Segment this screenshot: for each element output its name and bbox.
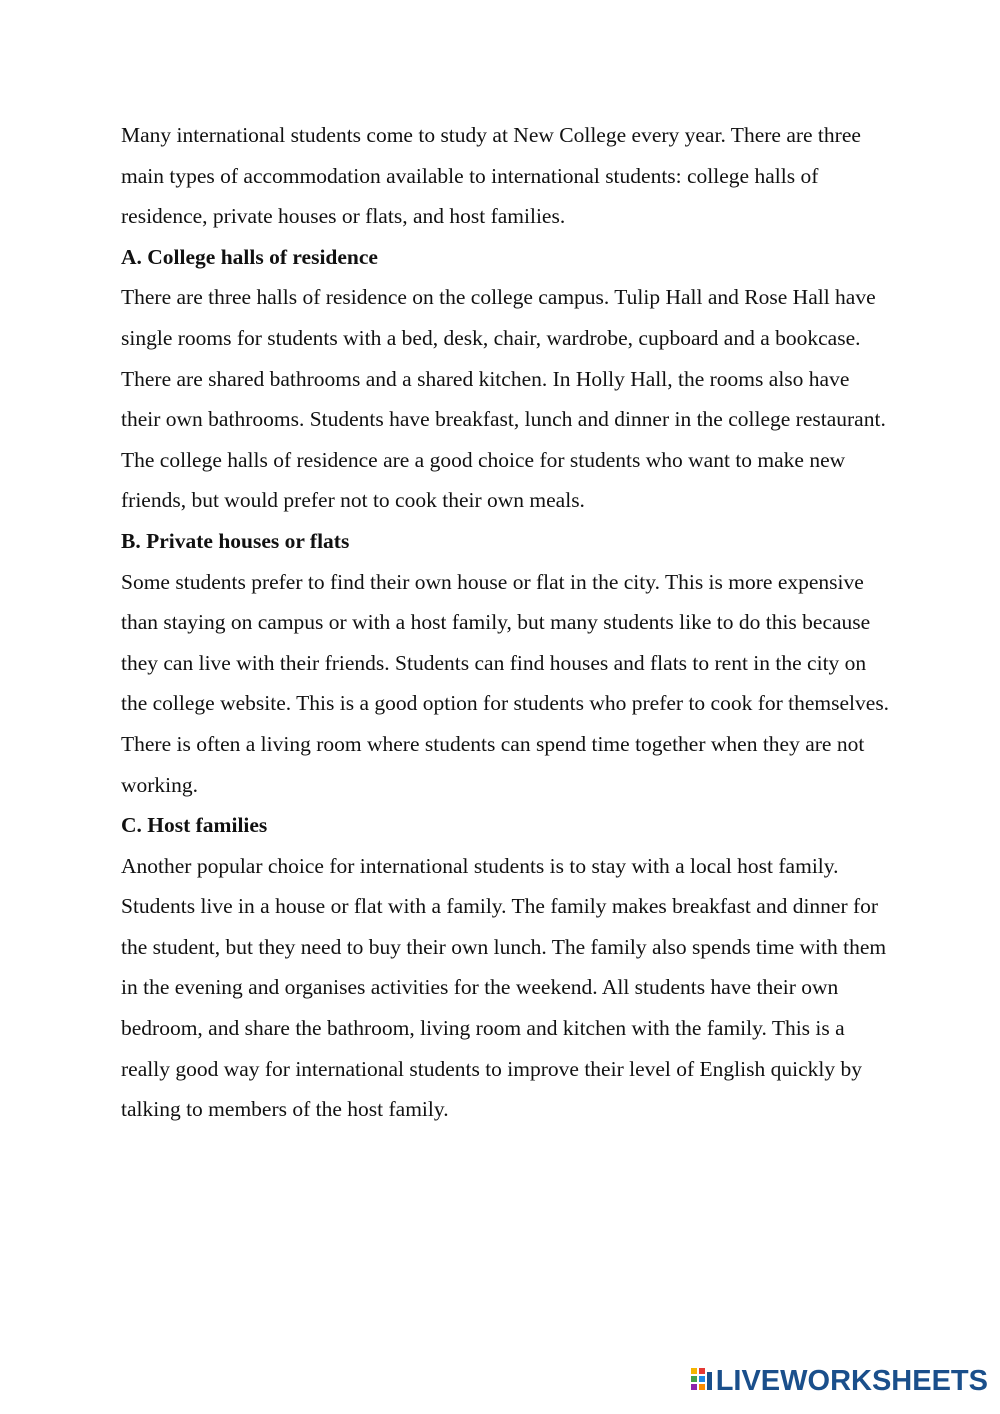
- liveworksheets-logo-icon: [691, 1368, 713, 1394]
- section-heading-host: C. Host families: [121, 813, 268, 838]
- section-body-private: Some students prefer to find their own house or flat in the city. This is more expensive than staying on campus or with a host family, but many students like to do this because they can live with their friends. Students can find houses and flats to rent in the city on the college website. This is a good option for students who prefer to cook for themselves. There is often a living room where students can spend time together when they are not working.: [121, 569, 890, 797]
- section-body-host: Another popular choice for international students is to stay with a local host family. Students live in a house or flat with a family. The family makes breakfast and dinner for the student, but they need to buy their own lunch. The family also spends time with them in the evening and organises activities for the weekend. All students have their own bedroom, and share the bathroom, living room and kitchen with the family. This is a really good way for international students to improve their level of English quickly by talking to members of the host family.: [121, 853, 887, 1122]
- section-body-halls: There are three halls of residence on the college campus. Tulip Hall and Rose Hall have single rooms for students with a bed, desk, chair, wardrobe, cupboard and a bookcase. There are shared bathrooms and a shared kitchen. In Holly Hall, the rooms also have their own bathrooms. Students have breakfast, lunch and dinner in the college restaurant. The college halls of residence are a good choice for students who want to make new friends, but would prefer not to cook their own meals.: [121, 285, 886, 513]
- section-heading-halls: A. College halls of residence: [121, 244, 378, 269]
- intro-paragraph: Many international students come to study at New College every year. There are three main types of accommodation available to international students: college halls of residence, private houses or flats, and host families.: [121, 123, 861, 229]
- section-heading-private: B. Private houses or flats: [121, 528, 350, 553]
- reading-text: [121, 115, 891, 1130]
- liveworksheets-logo[interactable]: [691, 1366, 988, 1396]
- logo-text: LIVEWORKSHEETS: [715, 1365, 988, 1397]
